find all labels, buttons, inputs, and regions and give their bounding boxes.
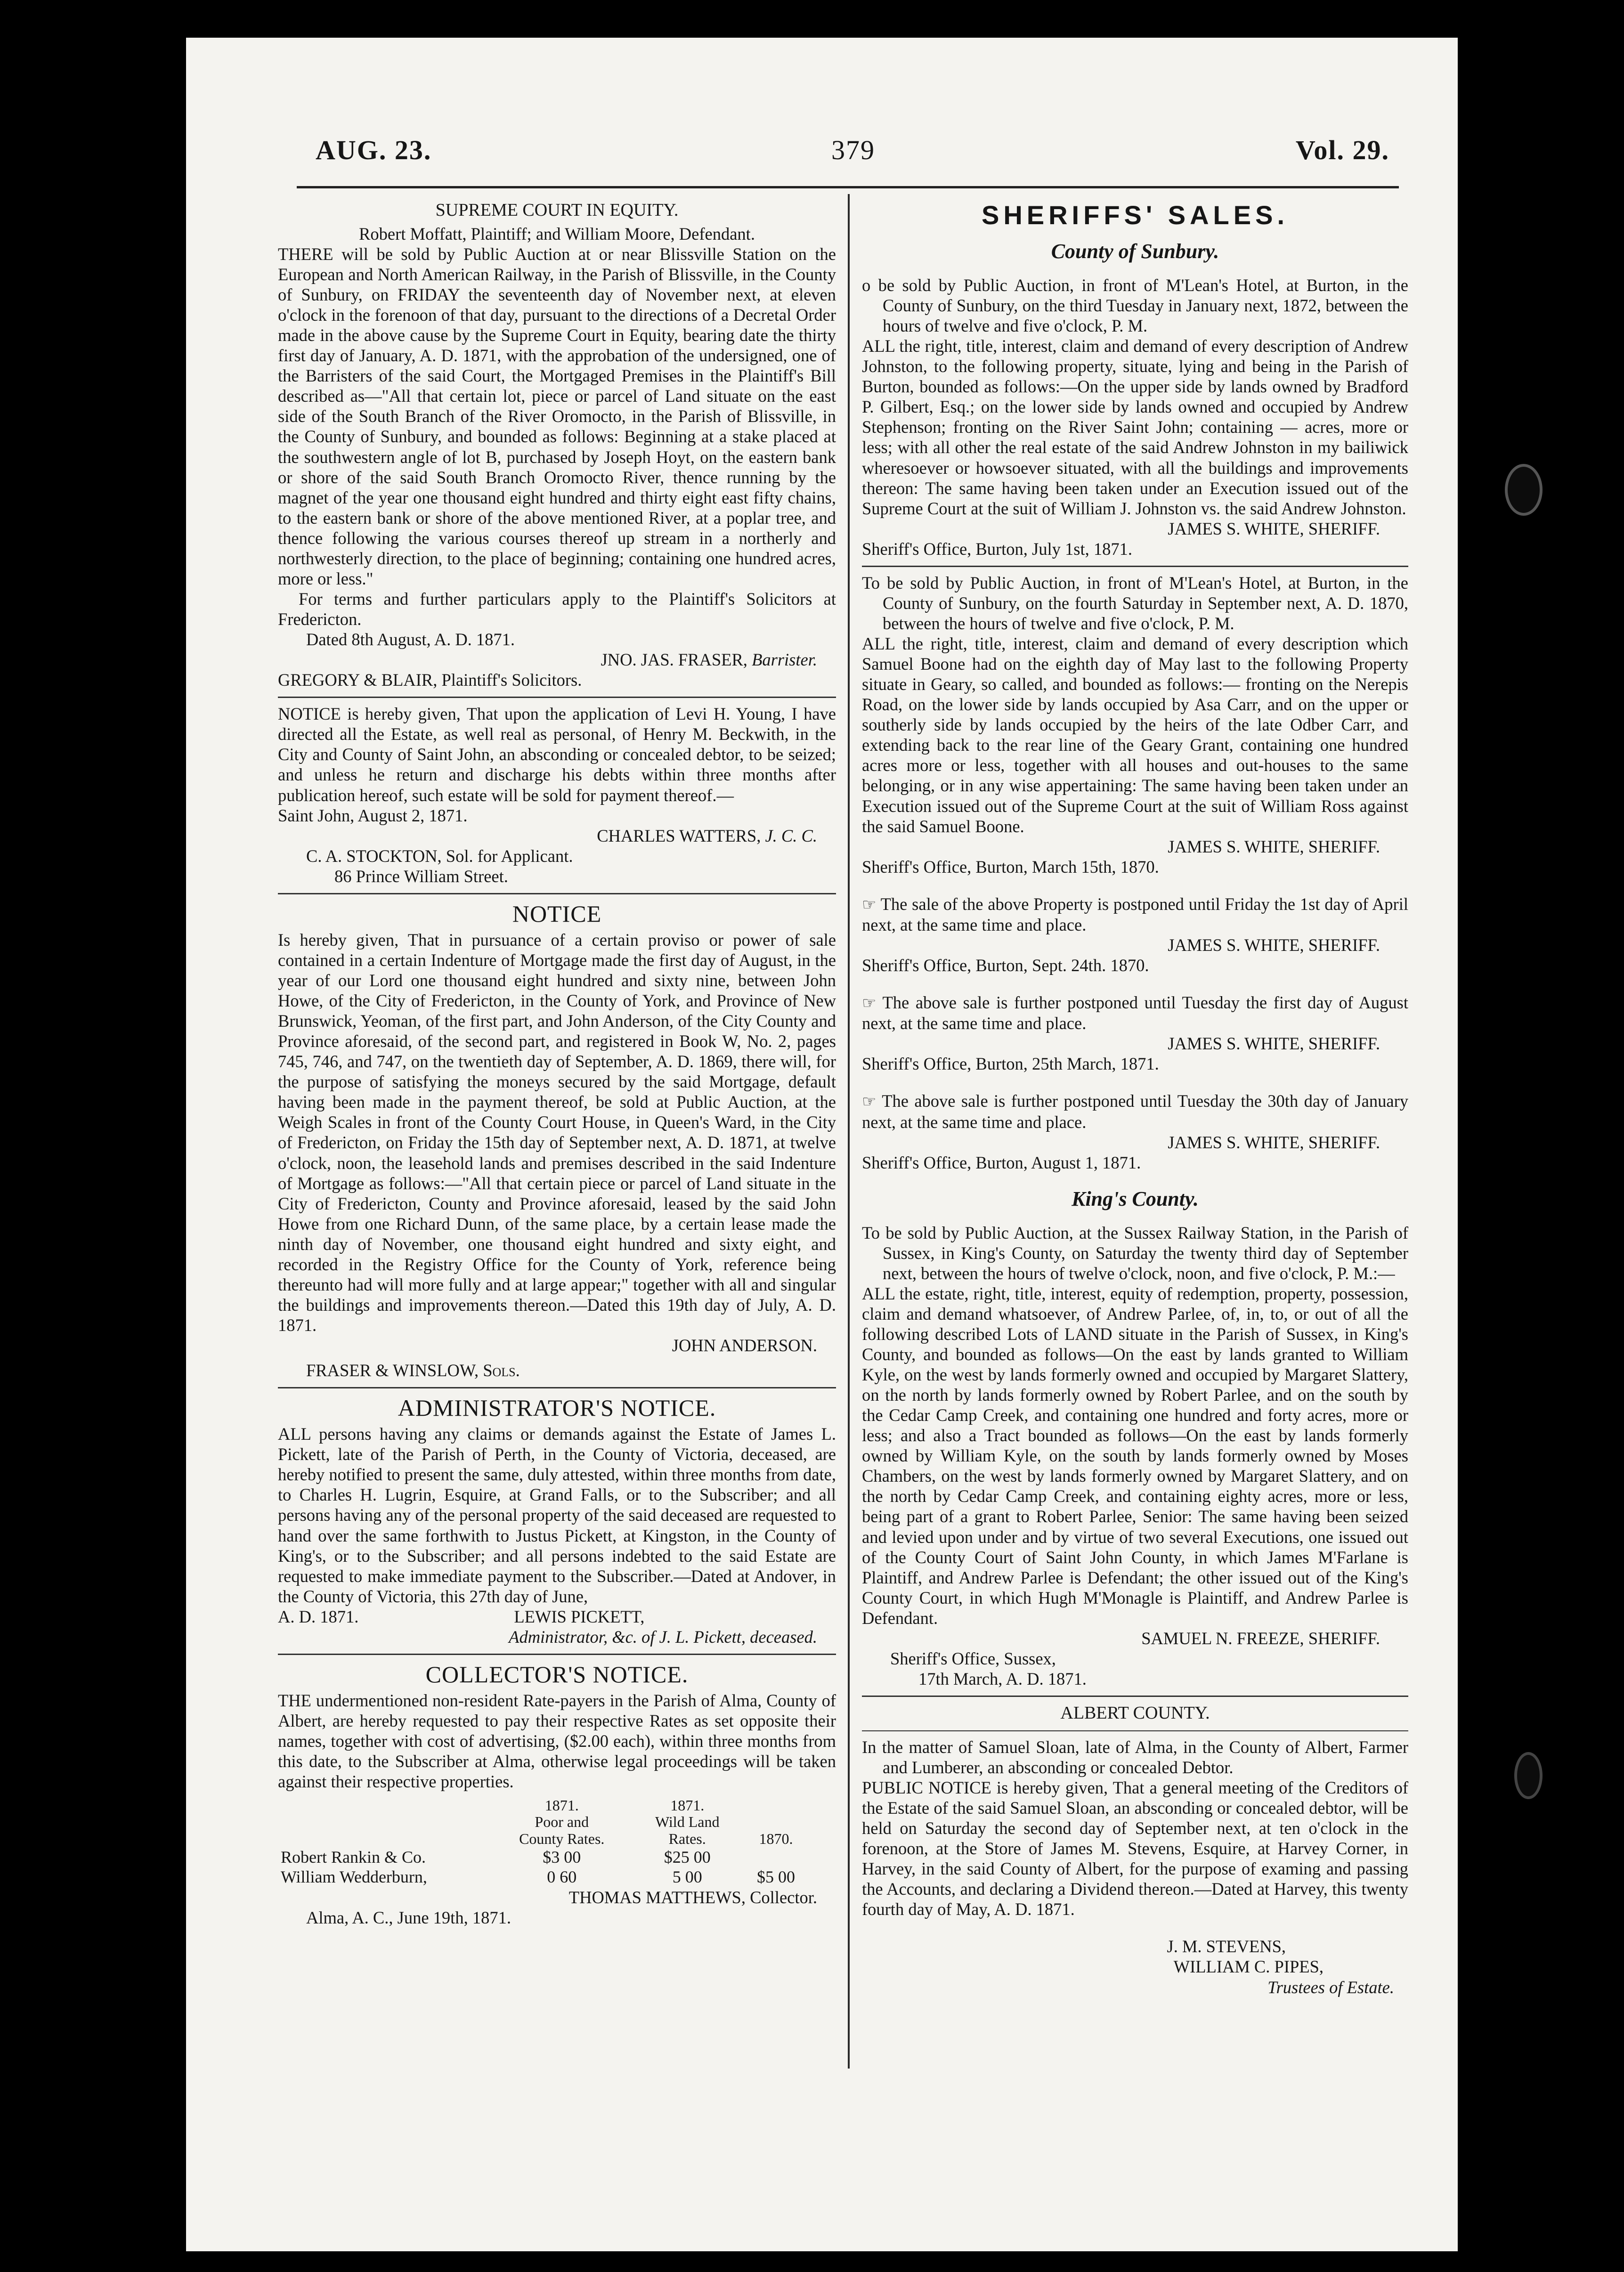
albert-signature-1: J. M. STEVENS,: [1167, 1937, 1286, 1956]
col-wild-year: 1871.: [670, 1797, 705, 1814]
pointing-hand-icon: ☞: [862, 896, 877, 914]
notice2-title: NOTICE: [512, 900, 602, 927]
equity-solicitors: GREGORY & BLAIR, Plaintiff's Solicitors.: [278, 670, 582, 690]
table-row: William Wedderburn, 0 60 5 00 $5 00: [281, 1867, 795, 1887]
sunbury-sale1-office: Sheriff's Office, Burton, July 1st, 1871.: [862, 539, 1132, 559]
albert-section: [862, 1703, 1408, 1997]
postponement-2: ☞ The above sale is further postponed until Tuesday the first day of August next, at the same time and place.: [862, 993, 1409, 1033]
sheriffs-sales-title: SHERIFFS' SALES.: [981, 200, 1289, 230]
sheriff-signature: JAMES S. WHITE, SHERIFF.: [1168, 1034, 1380, 1054]
punch-hole-icon: [1505, 464, 1543, 516]
col-wild-label: Wild Land Rates.: [655, 1813, 720, 1847]
sunbury-sale2-body: ALL the right, title, interest, claim and demand of every description which Samuel Boone had on the eighth day of May last to the following Property situate in Geary, so called, and bounded as follows:— fronting on the Nerepis Road, on the lower side by lands occupied by Asa Carr, and on the upper or southerly side by lands occupied by the heirs of the late Odber Carr, and extending back to the rear line of the Geary Grant, containing one hundred acres more or less, together with all houses and out-houses to the same belonging, or in any wise appertaining: The same having been taken under an Execution issued out of the Supreme Court at the suit of William Ross against the said Samuel Boone.: [862, 634, 1408, 836]
postponement-3: ☞ The above sale is further postponed until Tuesday the 30th day of January next, at the same time and place.: [862, 1091, 1408, 1132]
kings-date: 17th March, A. D. 1871.: [918, 1669, 1087, 1688]
table-header: [278, 1797, 810, 1814]
collector-signature: THOMAS MATTHEWS, Collector.: [568, 1887, 817, 1907]
collector-title: COLLECTOR'S NOTICE.: [425, 1661, 689, 1688]
notice2-solicitors: FRASER & WINSLOW, Sols.: [306, 1361, 520, 1380]
collector-notice: [278, 1661, 836, 1928]
sunbury-sale1-body: ALL the right, title, interest, claim and demand of every description of Andrew Johnston, to the following property, situate, lying and being in the Parish of Burton, bounded as follows:—On the upper side by lands owned by Bradford P. Gilbert, Esq.; on the lower side by lands owned and occupied by Andrew Stephenson; fronting on the River Saint John; containing — acres, more or less; with all other the real estate of the said Andrew Johnston in my bailiwick wheresoever or howsoever situated, with all the buildings and improvements thereon: The same having been taken under an Execution issued out of the Supreme Court at the suit of William J. Johnston vs. the said Andrew Johnston.: [862, 336, 1408, 518]
collector-place: Alma, A. C., June 19th, 1871.: [306, 1907, 511, 1927]
col-1870-label: 1870.: [759, 1830, 793, 1847]
table-row: Robert Rankin & Co. $3 00 $25 00: [281, 1847, 711, 1866]
kings-heading: King's County.: [1072, 1187, 1199, 1210]
notice1-address: 86 Prince William Street.: [334, 866, 508, 886]
left-column: [278, 198, 836, 1928]
kings-body: ALL the estate, right, title, interest, equity of redemption, property, possession, claim and demand whatsoever, of Andrew Parlee, of, in, to, or out of all the following described Lots of LAND situate in the Parish of Sussex, in King's County, and bounded as follows—On the east by lands granted to William Kyle, on the west by lands formerly owned and occupied by Margaret Slattery, on the north by lands formerly owned by Robert Parlee, and on the south by the Cedar Camp Creek, and containing one hundred and forty acres, more or less; and also a Tract bounded as follows—On the east by lands formerly owned by William Kyle, on the south by lands formerly owned by Moses Chambers, on the west by lands formerly owned by Margaret Slattery, and on the north by Cedar Camp Creek, and containing eighty acres, more or less, being part of a grant to Robert Parlee, Senior: The same having been seized and levied upon under and by virtue of two several Executions, one issued out of the County Court of Saint John County, in which James M'Farlane is Plaintiff, and Andrew Parlee is Defendant; the other issued out of the King's County Court, in which Hugh M'Monagle is Plaintiff, and Andrew Parlee is Defendant.: [862, 1283, 1408, 1628]
equity-title: SUPREME COURT IN EQUITY.: [435, 200, 679, 220]
section-rule: [278, 1387, 836, 1388]
collector-body: THE undermentioned non-resident Rate-payers in the Parish of Alma, County of Albert, are hereby requested to pay their respective Rates as set opposite their names, together with cost of advertising, ($2.00 each), within three months from this date, to the Subscriber at Alma, otherwise legal proceedings will be taken against their respective properties.: [278, 1690, 836, 1792]
rates-table: [278, 1797, 810, 1887]
equity-body: THERE will be sold by Public Auction at or near Blissville Station on the European and North American Railway, in the Parish of Blissville, in the County of Sunbury, on FRIDAY the seventeenth day of November next, at eleven o'clock in the forenoon of that day, pursuant to the directions of a Decretal Order made in the above cause by the Supreme Court in Equity, bearing date the thirty first day of January, A. D. 1871, with the approbation of the undersigned, one of the Barristers of the said Court, the Mortgaged Premises in the Plaintiff's Bill described as—"All that certain lot, piece or parcel of Land situate on the east side of the South Branch of the River Oromocto, in the Parish of Blissville, in the County of Sunbury, and bounded as follows: Beginning at a stake placed at the southwestern angle of lot B, purchased by Joseph Hoyt, on the eastern bank or shore of the said South Branch Oromocto River, thence running by the magnet of the year one thousand eight hundred and thirty eight east fifty chains, to the eastern bank or shore of the above mentioned River, at a poplar tree, and thence following the various courses thereof up stream in a northerly and northwesterly direction, to the place of beginning; containing one hundred acres, more or less.": [278, 244, 836, 588]
equity-barrister: JNO. JAS. FRASER, Barrister.: [601, 650, 817, 670]
postponement-1: ☞ The sale of the above Property is postponed until Friday the 1st day of April next, at the same time and place.: [862, 894, 1408, 934]
notice1-place: Saint John, August 2, 1871.: [278, 805, 468, 825]
section-rule: [862, 1696, 1408, 1697]
admin-signature-title: Administrator, &c. of J. L. Pickett, deceased.: [509, 1627, 817, 1647]
albert-signature-2: WILLIAM C. PIPES,: [1173, 1957, 1324, 1977]
equity-parties: Robert Moffatt, Plaintiff; and William Moore, Defendant.: [359, 224, 755, 243]
kings-section: [862, 1187, 1408, 1689]
notice1-solicitor: C. A. STOCKTON, Sol. for Applicant.: [306, 846, 573, 866]
sunbury-sale2-intro: To be sold by Public Auction, in front of M'Lean's Hotel, at Burton, in the County of Sunbury, on the fourth Saturday in September next, A. D. 1870, between the hours of twelve and five o'clock, P. M.: [862, 573, 1408, 633]
section-rule: [278, 1654, 836, 1655]
admin-body: ALL persons having any claims or demands against the Estate of James L. Pickett, late of the Parish of Perth, in the County of Victoria, deceased, are hereby notified to present the same, duly attested, within three months from date, to Charles H. Lugrin, Esquire, at Grand Falls, or to the Subscriber; and all persons having any of the personal property of the said deceased are requested to hand over the same forthwith to Justus Pickett, at Kingston, in the County of King's, or to the Subscriber; and all persons indebted to the said Estate are requested to make immediate payment to the Subscriber.—Dated at Andover, in the County of Victoria, this 27th day of June,: [278, 1424, 836, 1606]
section-rule: [278, 893, 836, 894]
admin-year-signature: A. D. 1871. LEWIS PICKETT,: [278, 1607, 645, 1626]
notice1-body: NOTICE is hereby given, That upon the application of Levi H. Young, I have directed all the Estate, as well real as personal, of Henry M. Beckwith, in the City and County of Saint John, an absconding or concealed debtor, to be seized; and unless he return and discharge his debts within three months after publication hereof, such estate will be sold for payment thereof.—: [278, 704, 836, 805]
pointing-hand-icon: ☞: [862, 995, 877, 1013]
section-rule: [862, 566, 1408, 567]
albert-body: PUBLIC NOTICE is hereby given, That a general meeting of the Creditors of the Estate of the said Samuel Sloan, an absconding or concealed debtor, will be held on Saturday the second day of September next, at ten o'clock in the forenoon, at the Store of James M. Stevens, Esquire, at Harvey Corner, in Harvey, in the said County of Albert, for the purpose of examing and passing the Accounts, and declaring a Dividend thereon.—Dated at Harvey, this twenty fourth day of May, A. D. 1871.: [862, 1777, 1408, 1919]
page-header: [297, 134, 1399, 186]
col-poor-label: Poor and County Rates.: [519, 1813, 605, 1847]
section-rule: [278, 697, 836, 698]
punch-hole-icon: [1514, 1752, 1543, 1799]
pointing-hand-icon: ☞: [862, 1093, 877, 1111]
postponement-3-office: Sheriff's Office, Burton, August 1, 1871.: [862, 1152, 1141, 1172]
notice1-signature: CHARLES WATTERS, J. C. C.: [597, 826, 817, 845]
kings-intro: To be sold by Public Auction, at the Sussex Railway Station, in the Parish of Sussex, in King's County, on Saturday the twenty third day of September next, between the hours of twelve o'clock, noon, and five o'clock, P. M.:—: [862, 1223, 1408, 1283]
sunbury-sale1-intro: o be sold by Public Auction, in front of M'Lean's Hotel, at Burton, in the County of Sunbury, on the third Tuesday in January next, 1872, between the hours of twelve and five o'clock, P. M.: [862, 275, 1408, 336]
administrator-notice: [278, 1394, 836, 1647]
sunbury-sale2-office: Sheriff's Office, Burton, March 15th, 1870.: [862, 857, 1159, 876]
volume-number: Vol. 29.: [1295, 135, 1389, 165]
equity-dated: Dated 8th August, A. D. 1871.: [306, 630, 515, 649]
sheriff-signature: JAMES S. WHITE, SHERIFF.: [1168, 1132, 1380, 1152]
sunbury-heading: County of Sunbury.: [1051, 240, 1219, 263]
beckwith-notice: [278, 704, 836, 886]
equity-notice: [278, 200, 836, 690]
table-header: [278, 1814, 810, 1847]
albert-signature-title: Trustees of Estate.: [1267, 1977, 1394, 1997]
kings-sheriff-signature: SAMUEL N. FREEZE, SHERIFF.: [1141, 1628, 1380, 1648]
notice2-body: Is hereby given, That in pursuance of a certain proviso or power of sale contained in a certain Indenture of Mortgage made the first day of August, in the year of our Lord one thousand eight hundred and sixty nine, between John Howe, of the City of Fredericton, in the County of York, and Province of New Brunswick, Yeoman, of the first part, and John Anderson, of the City County and Province aforesaid, of the second part, and registered in Book W, No. 2, pages 745, 746, and 747, on the twentieth day of September, A. D. 1869, there will, for the purpose of satisfying the moneys secured by the said Mortgage, default having been made in the payment thereof, be sold at Public Auction, at the Weigh Scales in front of the County Court House, in Queen's Ward, in the City of Fredericton, on Friday the 15th day of September next, A. D. 1871, at twelve o'clock, noon, the leasehold lands and premises described in the said Indenture of Mortgage as follows:—"All that certain piece or parcel of Land situate in the City of Fredericton, County and Province aforesaid, leased by the said John Howe from one Richard Dunn, of the same place, by a certain lease made the ninth day of November, one thousand eight hundred and sixty eight, and recorded in the Registry Office for the County of York, reference being thereunto had will more fully and at large appear;" together with all and singular the buildings and improvements thereon.—Dated this 19th day of July, A. D. 1871.: [278, 930, 836, 1335]
albert-matter: In the matter of Samuel Sloan, late of Alma, in the County of Albert, Farmer and Lumberer, an absconding or concealed Debtor.: [862, 1737, 1408, 1777]
section-rule: [862, 1730, 1408, 1731]
sheriff-signature: JAMES S. WHITE, SHERIFF.: [1168, 519, 1380, 538]
issue-date: AUG. 23.: [316, 135, 432, 165]
header-rule: [297, 186, 1399, 188]
right-column: [862, 198, 1408, 1997]
notice2-signature: JOHN ANDERSON.: [672, 1336, 817, 1355]
postponement-2-office: Sheriff's Office, Burton, 25th March, 1871.: [862, 1054, 1159, 1074]
equity-terms: For terms and further particulars apply to the Plaintiff's Solicitors at Fredericton.: [278, 589, 836, 629]
sunbury-section: [862, 239, 1408, 1173]
sheriff-signature: JAMES S. WHITE, SHERIFF.: [1168, 836, 1380, 856]
mortgage-notice: [278, 900, 836, 1380]
page-number: 379: [831, 135, 875, 165]
postponement-1-office: Sheriff's Office, Burton, Sept. 24th. 1870.: [862, 956, 1149, 975]
sheriff-signature: JAMES S. WHITE, SHERIFF.: [1168, 935, 1380, 955]
column-divider: [848, 194, 850, 2069]
col-poor-year: 1871.: [544, 1797, 579, 1814]
kings-office: Sheriff's Office, Sussex,: [890, 1648, 1056, 1668]
admin-title: ADMINISTRATOR'S NOTICE.: [398, 1395, 716, 1421]
albert-heading: ALBERT COUNTY.: [1060, 1703, 1210, 1723]
